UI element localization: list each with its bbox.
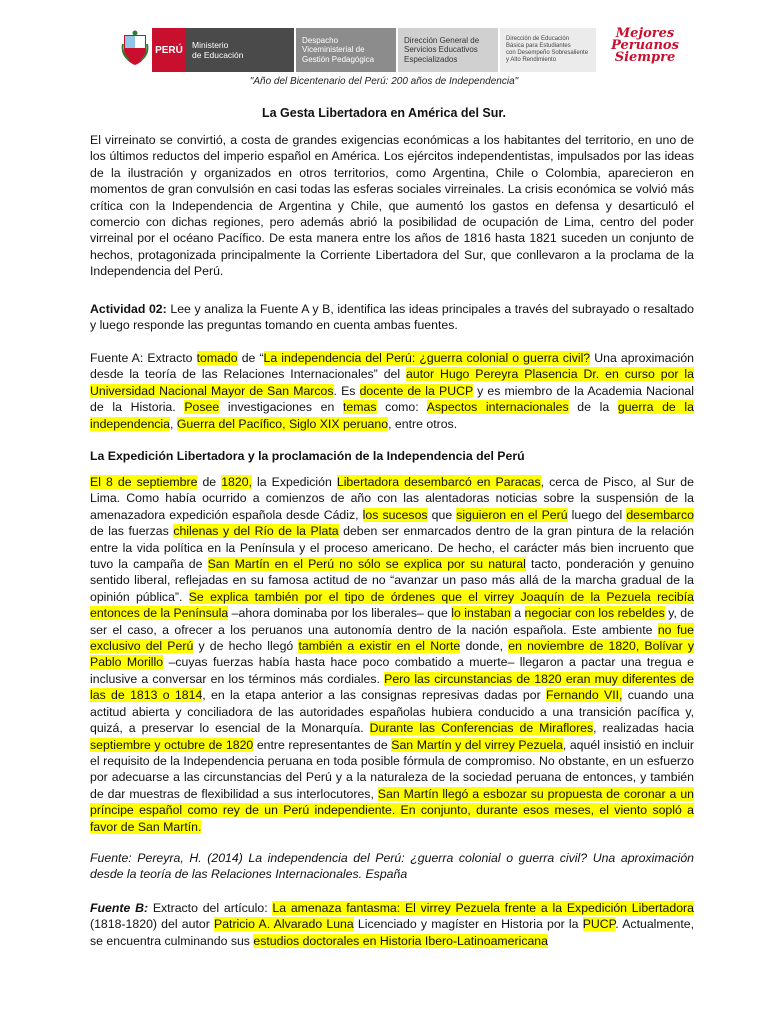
peru-badge: PERÚ: [152, 28, 186, 72]
despacho-label: Despacho Viceministerial de Gestión Pedagógica: [296, 28, 396, 72]
activity-paragraph: Actividad 02: Lee y analiza la Fuente A y B, identifica las ideas principales a través del subrayado o resaltado y luego responde las preguntas tomando en cuenta ambas fuentes.: [90, 302, 694, 333]
fuente-b-paragraph: Fuente B: Extracto del artículo: La amenaza fantasma: El virrey Pezuela frente a la Expedición Libertadora (1818-1820) del autor Patricio A. Alvarado Luna Licenciado y magíster en Historia por la PUCP. Actualmente, se encuentra culminando sus estudios doctorales en Historia Ibero-Latinoamericana: [90, 901, 694, 948]
direccion-general-label: Dirección General de Servicios Educativos Especializados: [398, 28, 498, 72]
slogan-logo: Mejores Peruanos Siempre: [611, 26, 679, 65]
body-paragraph: El 8 de septiembre de 1820, la Expedición Libertadora desembarcó en Paracas, cerca de Pisco, al Sur de Lima. Como había ocurrido a comienzos de año con las alentadoras noticias sobre la suspensión de la amenazadora expedición española desde Cádiz, los sucesos que siguieron en el Perú luego del desembarco de las fuerzas chilenas y del Río de la Plata deben ser enmarcados dentro de la gran pintura de la relación entre la vida política en la Península y el proceso americano. De hecho, el carácter más bien incruento que tuvo la campaña de San Martín en el Perú no sólo se explica por su natural tacto, ponderación y genuino sentido liberal, reflejadas en su famosa actitud de no “avanzar un paso más allá de la marcha gradual de la opinión pública”. Se explica también por el tipo de órdenes que el virrey Joaquín de la Pezuela recibía entonces de la Península –ahora dominaba por los liberales– que lo instaban a negociar con los rebeldes y, de ser el caso, a ofrecer a los peruanos una autonomía dentro de la nación española. Este ambiente no fue exclusivo del Perú y de hecho llegó también a existir en el Norte donde, en noviembre de 1820, Bolívar y Pablo Morillo –cuyas fuerzas había hasta hace poco combatido a muerte– llegaron a pactar una tregua e inclusive a conversar en los términos más cordiales. Pero las circunstancias de 1820 eran muy diferentes de las de 1813 o 1814, en la etapa anterior a las consignas represivas dadas por Fernando VII, cuando una actitud abierta y conciliadora de las autoridades españolas hubiera conducido a una transición pacífica y, quizá, a preservar lo esencial de la Monarquía. Durante las Conferencias de Miraflores, realizadas hacia septiembre y octubre de 1820 entre representantes de San Martín y del virrey Pezuela, aquél insistió en incluir el requisito de la Independencia peruana en toda posible fórmula de compromiso. No obstante, en un esfuerzo por adecuarse a las circunstancias del Perú y a la naturaleza de la sociedad peruana de entonces, y también de dar muestras de flexibilidad a sus interlocutores, San Martín llegó a esbozar su propuesta de coronar a un príncipe español como rey de un Perú independiente. En conjunto, durante esos meses, el viento sopló a favor de San Martín.: [90, 475, 695, 834]
direccion-ebe-label: Dirección de Educación Básica para Estudiantes con Desempeño Sobresaliente y Alto Rendimiento: [500, 28, 596, 72]
year-motto: "Año del Bicentenario del Perú: 200 años de Independencia": [249, 76, 519, 87]
ministerio-label: Ministerio de Educación: [186, 28, 294, 72]
header-logos: [120, 28, 596, 72]
coat-of-arms-icon: [120, 28, 150, 68]
citation: Fuente: Pereyra, H. (2014) La independencia del Perú: ¿guerra colonial o guerra civil? Una aproximación desde la teoría de las Relaciones Internacionales. España: [90, 851, 694, 882]
fuente-a-paragraph: Fuente A: Extracto tomado de “La independencia del Perú: ¿guerra colonial o guerra civil? Una aproximación desde la teoría de las Relaciones Internacionales” del autor Hugo Pereyra Plasencia Dr. en curso por la Universidad Nacional Mayor de San Marcos. Es docente de la PUCP y es miembro de la Academia Nacional de la Historia. Posee investigaciones en temas como: Aspectos internacionales de la guerra de la independencia, Guerra del Pacífico, Siglo XIX peruano, entre otros.: [90, 351, 695, 431]
intro-paragraph: El virreinato se convirtió, a costa de grandes exigencias económicas a los habitantes del territorio, en uno de los últimos reductos del imperio español en América. Los ejércitos independentistas, impulsados por las ideas de la ilustración y organizados en otros territorios, como Argentina, Chile o Colombia, aparecieron en momentos de gran convulsión en casi todas las esferas sociales virreinales. La crisis económica se volvió más crítica con la Independencia de Argentina y Chile, que aumentó los gastos en defensa y desarticuló el comercio con dichas regiones, pero además abrió la posibilidad de ocupación de Lima, centro del poder virreinal por el océano Pacífico. De esta manera entre los años de 1816 hasta 1821 suceden un conjunto de hechos, protagonizada principalmente la Corriente Libertadora del Sur, que conllevaron a la proclama de la Independencia del Perú.: [90, 133, 694, 279]
section-subheading: La Expedición Libertadora y la proclamación de la Independencia del Perú: [90, 449, 525, 463]
page-title: La Gesta Libertadora en América del Sur.: [261, 106, 507, 120]
